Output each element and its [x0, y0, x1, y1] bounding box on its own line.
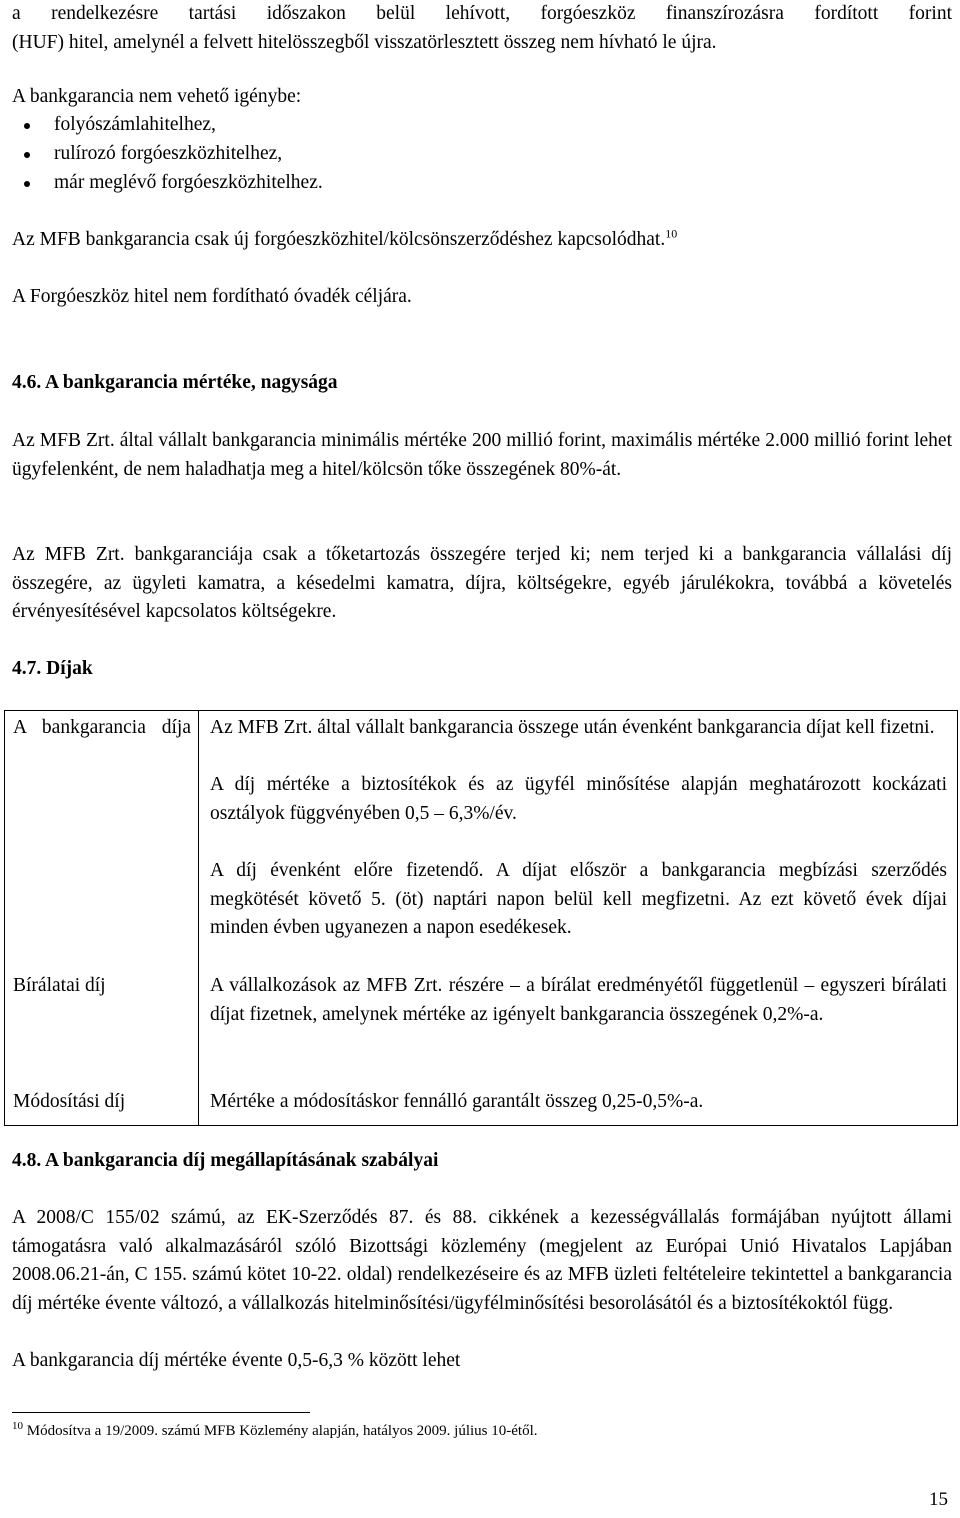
page-number: 15 — [929, 1489, 948, 1510]
fee-table — [4, 710, 958, 1126]
section-4-8-heading: 4.8. A bankgarancia díj megállapításának szabályai — [12, 1150, 439, 1171]
footnote-text: Módosítva a 19/2009. számú MFB Közlemény alapján, hatályos 2009. július 10-étől. — [26, 1423, 538, 1439]
footnote-reference: 10 — [665, 226, 678, 241]
intro-line-2: (HUF) hitel, amelynél a felvett hitelösszegből visszatörlesztett összeg nem hívható le újra. — [12, 32, 717, 53]
section-4-6-heading: 4.6. A bankgarancia mértéke, nagysága — [12, 372, 338, 393]
list-item: folyószámlahitelhez, — [12, 111, 712, 140]
ovadek-sentence: A Forgóeszköz hitel nem fordítható óvadék céljára. — [12, 286, 412, 307]
fee-text-bankgarancia-3: A díj évenként előre fizetendő. A díjat először a bankgarancia megbízási szerződés megkötését követő 5. (öt) naptári napon belül kell megfizetni. Az ezt követő évek díjai minden évben ugyanezen a napon esedékesek. — [210, 860, 947, 938]
not-available-title: A bankgarancia nem vehető igénybe: — [12, 86, 302, 107]
footnote — [12, 1421, 538, 1441]
table-column-divider — [198, 711, 199, 1125]
fee-label-modositasi: Módosítási díj — [13, 1091, 126, 1112]
footnote-number: 10 — [12, 1420, 23, 1432]
fee-text-modositasi: Mértéke a módosításkor fennálló garantált összeg 0,25-0,5%-a. — [210, 1091, 704, 1112]
mfb-new-credit-text: Az MFB bankgarancia csak új forgóeszközhitel/kölcsönszerződéshez kapcsolódhat. — [12, 229, 666, 250]
list-item: rulírozó forgóeszközhitelhez, — [12, 140, 712, 169]
intro-line-1: a rendelkezésre tartási időszakon belül lehívott, forgóeszköz finanszírozásra fordított forint — [12, 3, 952, 24]
section-4-6-paragraph-2: Az MFB Zrt. bankgaranciája csak a tőketartozás összegére terjed ki; nem terjed ki a bankgarancia vállalási díj összegére, az ügyleti kamatra, a késedelmi kamatra, díjra, költségekre, egyéb járulékokra, továbbá a követelés érvényesítésével kapcsolatos költségekre. — [12, 544, 952, 622]
fee-text-birálati: A vállalkozások az MFB Zrt. részére – a bírálat eredményétől függetlenül – egyszeri bírálati díjat fizetnek, amelynek mértéke az igényelt bankgarancia összegének 0,2%-a. — [210, 975, 947, 1025]
fee-text-bankgarancia-1: Az MFB Zrt. által vállalt bankgarancia összege után évenként bankgarancia díjat kell fizetni. — [210, 717, 935, 738]
fee-label-bankgarancia: A bankgarancia díja — [13, 717, 191, 738]
mfb-new-credit-sentence — [12, 226, 952, 255]
section-4-8-paragraph: A 2008/C 155/02 számú, az EK-Szerződés 87. és 88. cikkének a kezességvállalás formájában nyújtott állami támogatásra való alkalmazásáról szóló Bizottsági közlemény (megjelent az Európai Unió Hivatalos Lapjában 2008.06.21-án, C 155. számú kötet 10-22. oldal) rendelkezéseire és az MFB üzleti feltételeire tekintettel a bankgarancia díj mértéke évente változó, a vállalkozás hitelminősítési/ügyfélminősítési besorolásától és a biztosítékoktól függ. — [12, 1207, 952, 1314]
list-item: már meglévő forgóeszközhitelhez. — [12, 169, 712, 198]
not-available-list — [12, 111, 712, 198]
section-4-8-last-line: A bankgarancia díj mértéke évente 0,5-6,3 % között lehet — [12, 1350, 461, 1371]
section-4-6-paragraph-1: Az MFB Zrt. által vállalt bankgarancia minimális mértéke 200 millió forint, maximális mértéke 2.000 millió forint lehet ügyfelenként, de nem haladhatja meg a hitel/kölcsön tőke összegének 80%-át. — [12, 430, 952, 480]
section-4-7-heading: 4.7. Díjak — [12, 658, 93, 679]
footnote-divider — [12, 1412, 310, 1413]
fee-label-birálati: Bírálatai díj — [13, 975, 106, 996]
fee-text-bankgarancia-2: A díj mértéke a biztosítékok és az ügyfél minősítése alapján meghatározott kockázati osztályok függvényében 0,5 – 6,3%/év. — [210, 774, 947, 824]
